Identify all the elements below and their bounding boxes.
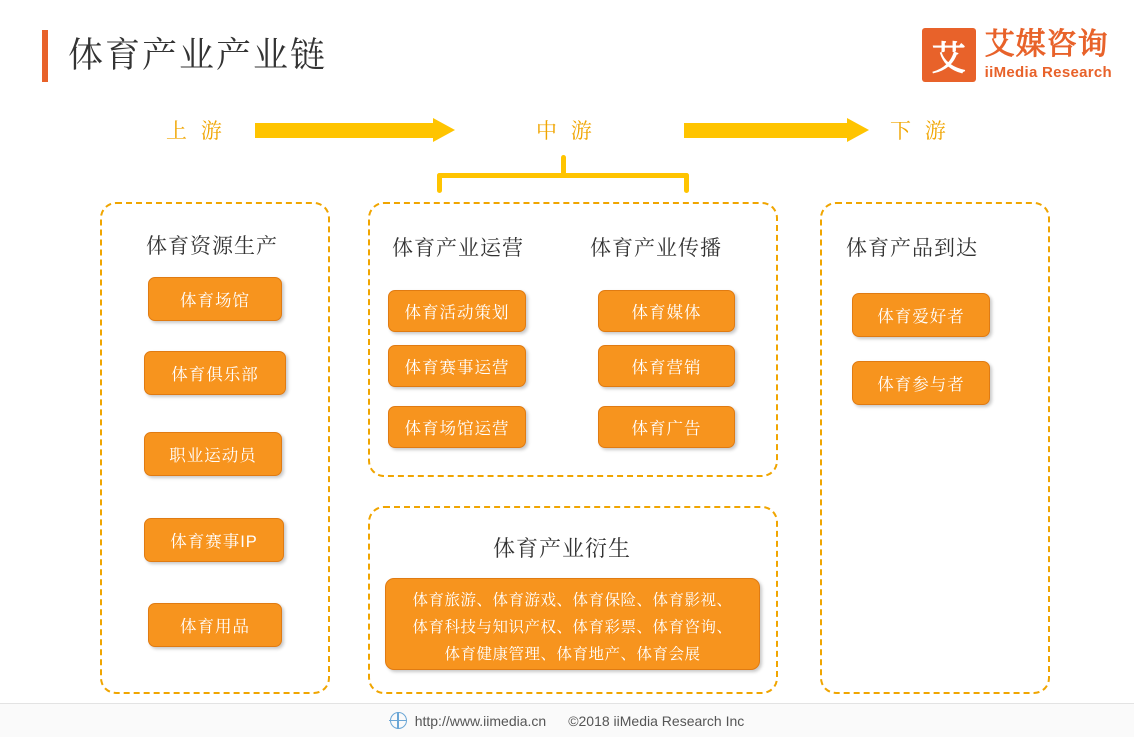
logo-text xyxy=(985,28,1112,81)
group-title-mid-communication: 体育产业传播 xyxy=(590,237,722,260)
globe-icon xyxy=(390,712,407,729)
group-title-derivative: 体育产业衍生 xyxy=(493,536,632,561)
flow-arrow-right-icon xyxy=(255,118,455,142)
title-accent-bar xyxy=(42,30,48,82)
footer-url[interactable]: http://www.iimedia.cn xyxy=(414,712,547,729)
footer-copyright: ©2018 iiMedia Research Inc xyxy=(568,712,745,729)
item-mid-operation-3: 体育场馆运营 xyxy=(388,406,526,448)
item-mid-communication-3: 体育广告 xyxy=(598,406,735,448)
item-upstream-2: 体育俱乐部 xyxy=(144,351,286,395)
group-title-upstream: 体育资源生产 xyxy=(146,235,278,258)
item-mid-operation-2: 体育赛事运营 xyxy=(388,345,526,387)
item-mid-operation-1: 体育活动策划 xyxy=(388,290,526,332)
item-upstream-1: 体育场馆 xyxy=(148,277,282,321)
logo-text-cn: 艾媒咨询 xyxy=(984,28,1109,61)
brand-logo xyxy=(922,28,1112,82)
item-upstream-4: 体育赛事IP xyxy=(144,518,284,562)
group-downstream xyxy=(820,202,1050,694)
group-title-mid-operation: 体育产业运营 xyxy=(392,237,524,260)
logo-text-en: iiMedia Research xyxy=(984,64,1112,81)
item-upstream-5: 体育用品 xyxy=(148,603,282,647)
midstream-brace-icon xyxy=(437,155,689,191)
item-upstream-3: 职业运动员 xyxy=(144,432,282,476)
group-title-downstream: 体育产品到达 xyxy=(846,237,978,260)
page-title: 体育产业产业链 xyxy=(68,36,328,75)
stage-label-midstream: 中 游 xyxy=(536,120,596,143)
stage-label-downstream: 下 游 xyxy=(890,120,950,143)
page-header xyxy=(0,22,1134,92)
item-downstream-1: 体育爱好者 xyxy=(852,293,990,337)
flow-arrow-right-icon-2 xyxy=(684,118,869,142)
item-downstream-2: 体育参与者 xyxy=(852,361,990,405)
item-mid-communication-2: 体育营销 xyxy=(598,345,735,387)
stage-label-upstream: 上 游 xyxy=(166,120,226,143)
item-mid-communication-1: 体育媒体 xyxy=(598,290,735,332)
page-footer xyxy=(0,703,1134,737)
logo-mark-icon: 艾 xyxy=(922,28,976,82)
derivative-content-box: 体育旅游、体育游戏、体育保险、体育影视、体育科技与知识产权、体育彩票、体育咨询、体育健康管理、体育地产、体育会展 xyxy=(385,578,760,670)
